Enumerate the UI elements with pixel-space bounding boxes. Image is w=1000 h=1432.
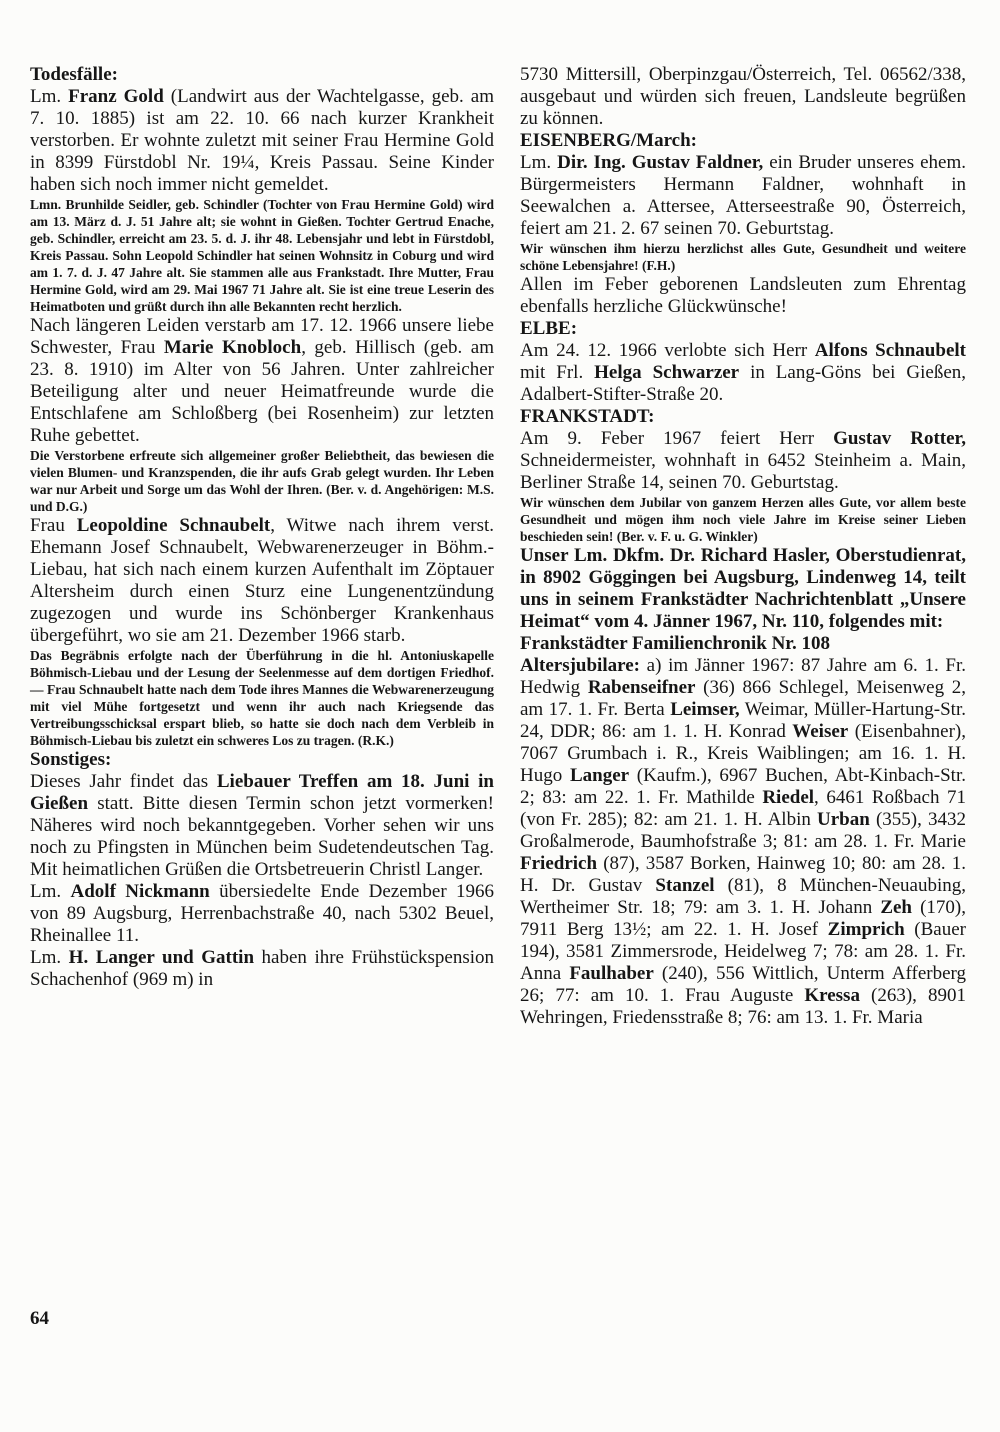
page-number: 64 [30, 1308, 49, 1329]
text-segment: Riedel [762, 787, 815, 808]
text-segment: Lm. [30, 881, 71, 902]
text-segment: Altersjubilare: [520, 655, 640, 676]
text-segment: Leopoldine Schnaubelt [76, 515, 271, 536]
paragraph [30, 881, 494, 947]
fine-print-paragraph [30, 196, 494, 315]
text-segment: Lm. [520, 152, 558, 173]
text-segment: ELBE: [520, 318, 578, 339]
text-segment: Stanzel [655, 875, 715, 896]
paragraph [520, 152, 966, 240]
text-segment: in Lang-Göns bei Gießen, Adalbert-Stifter-Straße 20. [520, 362, 966, 405]
fine-print-paragraph [520, 240, 966, 274]
text-segment: (263), 8901 Wehringen, Friedensstraße 8; 76: am 13. 1. Fr. Maria [520, 985, 966, 1028]
text-segment: Frau [30, 515, 77, 536]
text-segment: Leimser, [670, 699, 740, 720]
text-segment: Weimar, Müller-Hartung-Str. 24, DDR; 86: am 1. 1. H. Konrad [520, 699, 966, 742]
text-segment: (81), 8 München-Neuaubing, Wertheimer Str. 18; 79: am 3. 1. H. Johann [520, 875, 966, 918]
text-segment: Das Begräbnis erfolgte nach der Überführung in die hl. Antoniuskapelle Böhmisch-Liebau und der Lesung der Seelenmesse auf dem dortigen Friedhof. — Frau Schnaubelt hatte nach dem Tode ihres Mannes die Webwarenerzeugung mit viel Mühe fortgesetzt und wenn ihr auch nach Kriegsende das Vertreibungsschicksal erspart blieb, so hatte sie doch nach dem Verbleib in Böhmisch-Liebau bis zuletzt ein schweres Los zu tragen. (R.K.) [30, 648, 494, 748]
text-segment: Rabenseifner [587, 677, 696, 698]
paragraph [520, 64, 966, 130]
text-segment: Frankstädter Familienchronik Nr. 108 [520, 633, 830, 654]
paragraph [30, 947, 494, 991]
text-segment: Schneidermeister, wohnhaft in 6452 Steinheim a. Main, Berliner Straße 14, seinen 70. Geburtstag. [520, 450, 966, 493]
text-segment: Dir. Ing. Gustav Faldner, [557, 152, 764, 173]
section-heading [520, 406, 966, 428]
text-segment: (Kaufm.), 6967 Buchen, Abt-Kinbach-Str. 2; 83: am 22. 1. Fr. Mathilde [520, 765, 966, 808]
text-segment: Todesfälle: [30, 64, 118, 85]
text-segment: Marie Knobloch [163, 337, 302, 358]
paragraph [520, 340, 966, 406]
text-segment: Adolf Nickmann [70, 881, 210, 902]
text-segment: Am 9. Feber 1967 feiert Herr [520, 428, 834, 449]
text-segment: Nach längeren Leiden verstarb am 17. 12. 1966 unsere liebe Schwester, Frau [30, 315, 494, 358]
paragraph [520, 655, 966, 1029]
text-segment: (240), 556 Wittlich, Unterm Afferberg 26; 77: am 10. 1. Frau Auguste [520, 963, 967, 1006]
paragraph [30, 771, 494, 881]
text-segment: (170), 7911 Berg 13½; am 22. 1. H. Josef [520, 897, 966, 940]
text-segment: (355), 3432 Großalmerode, Baumhofstraße 3; 81: am 28. 1. Fr. Marie [520, 809, 966, 852]
text-segment: statt. Bitte diesen Termin schon jetzt vormerken! Näheres wird noch bekanntgegeben. Vorher sehen wir uns noch zu Pfingsten in München beim Sudetendeutschen Tag. Mit heimatlichen Grüßen die Ortsbetreuerin Christl Langer. [30, 793, 494, 880]
text-segment: , Witwe nach ihrem verst. Ehemann Josef Schnaubelt, Webwarenerzeuger in Böhm.-Liebau, hat sich nach einem kurzen Aufenthalt im Zöptauer Altersheim durch einen Sturz eine Lungenentzündung zugezogen und wurde ins Schönberger Krankenhaus übergeführt, wo sie am 21. Dezember 1966 starb. [30, 515, 495, 646]
section-heading [520, 130, 966, 152]
fine-print-paragraph [520, 494, 966, 545]
text-segment: mit Frl. [520, 362, 595, 383]
text-segment: (Landwirt aus der Wachtelgasse, geb. am 7. 10. 1885) ist am 22. 10. 66 nach kurzer Krankheit verstorben. Er wohnte zuletzt mit seiner Frau Hermine Gold in 8399 Fürstdobl Nr. 19¼, Kreis Passau. Seine Kinder haben sich noch immer nicht gemeldet. [30, 86, 494, 195]
text-segment: übersiedelte Ende Dezember 1966 von 89 Augsburg, Herrenbachstraße 40, nach 5302 Beuel, Rheinallee 11. [30, 881, 495, 946]
text-segment: Alfons Schnaubelt [814, 340, 966, 361]
text-segment: FRANKSTADT: [520, 406, 655, 427]
text-segment: Faulhaber [569, 963, 654, 984]
paragraph [520, 274, 966, 318]
text-segment: Friedrich [520, 853, 598, 874]
paragraph [30, 315, 494, 447]
column-left [30, 64, 494, 1029]
paragraph [520, 428, 966, 494]
text-segment: 5730 Mittersill, Oberpinzgau/Österreich, Tel. 06562/338, ausgebaut und würden sich freuen, Landsleute begrüßen zu können. [520, 64, 966, 129]
text-segment: Sonstiges: [30, 749, 112, 770]
paragraph [520, 545, 966, 633]
text-segment: Lm. [30, 86, 69, 107]
text-segment: (Bauer 194), 3581 Zimmersrode, Heidelweg 7; 78: am 28. 1. Fr. Anna [520, 919, 966, 984]
text-segment: (36) 866 Schlegel, Meisenweg 2, am 17. 1. Fr. Berta [520, 677, 966, 720]
text-segment: Helga Schwarzer [594, 362, 740, 383]
text-segment: Unser Lm. Dkfm. Dr. Richard Hasler, Oberstudienrat, in 8902 Göggingen bei Augsburg, Lindenweg 14, teilt uns in seinem Frankstädter Nachrichtenblatt „Unsere Heimat“ vom 4. Jänner 1967, Nr. 110, folgendes mit: [520, 545, 966, 632]
text-segment: , geb. Hillisch (geb. am 23. 8. 1910) im Alter von 56 Jahren. Unter zahlreicher Beteiligung alter und neuer Heimatfreunde wurde die Entschlafene am Schloßberg (bei Rosenheim) zur letzten Ruhe gebettet. [30, 337, 494, 446]
fine-print-paragraph [30, 647, 494, 749]
text-segment: (87), 3587 Borken, Hainweg 10; 80: am 28. 1. H. Dr. Gustav [520, 853, 966, 896]
text-segment: Die Verstorbene erfreute sich allgemeiner großer Beliebtheit, das bewiesen die vielen Blumen- und Kranzspenden, die ihr aufs Grab gelegt wurden. Ihr Leben war nur Arbeit und Sorge um das Wohl der Ihren. (Ber. v. d. Angehörigen: M.S. und D.G.) [30, 448, 494, 514]
text-segment: Franz Gold [68, 86, 164, 107]
section-heading [520, 633, 966, 655]
text-segment: Dieses Jahr findet das [30, 771, 217, 792]
text-segment: Kressa [804, 985, 860, 1006]
text-segment: Allen im Feber geborenen Landsleuten zum Ehrentag ebenfalls herzliche Glückwünsche! [520, 274, 966, 317]
text-segment: EISENBERG/March: [520, 130, 698, 151]
text-segment: H. Langer und Gattin [68, 947, 255, 968]
text-segment: Langer [569, 765, 630, 786]
text-segment: ein Bruder unseres ehem. Bürgermeisters Hermann Faldner, wohnhaft in Seewalchen a. Attersee, Atterseestraße 90, Österreich, feiert am 21. 2. 67 seinen 70. Geburtstag. [520, 152, 966, 239]
text-segment: Am 24. 12. 1966 verlobte sich Herr [520, 340, 815, 361]
column-right [520, 64, 966, 1029]
fine-print-paragraph [30, 447, 494, 515]
text-segment: Lm. [30, 947, 69, 968]
paragraph [30, 86, 494, 196]
text-segment: haben ihre Frühstückspension Schachenhof (969 m) in [30, 947, 495, 990]
text-segment: Lmn. Brunhilde Seidler, geb. Schindler (Tochter von Frau Hermine Gold) wird am 13. März d. J. 51 Jahre alt; sie wohnt in Gießen. Tochter Gertrud Enache, geb. Schindler, erreicht am 23. 5. d. J. ihr 48. Lebensjahr und lebt in Fürstdobl, Kreis Passau. Sohn Leopold Schindler hat seinen Wohnsitz in Coburg und wird am 1. 7. d. J. 47 Jahre alt. Sie stammen alle aus Frankstadt. Ihre Mutter, Frau Hermine Gold, wird am 29. Mai 1967 71 Jahre alt. Sie ist eine treue Leserin des Heimatboten und grüßt durch ihn alle Bekannten recht herzlich. [30, 197, 494, 314]
text-segment: Wir wünschen ihm hierzu herzlichst alles Gute, Gesundheit und weitere schöne Lebensjahre! (F.H.) [520, 241, 966, 273]
text-segment: Zimprich [827, 919, 905, 940]
section-heading [30, 64, 494, 86]
text-segment: , 6461 Roßbach 71 (von Fr. 285); 82: am 21. 1. H. Albin [520, 787, 966, 830]
paragraph [30, 515, 494, 647]
text-segment: Zeh [880, 897, 913, 918]
text-segment: Weiser [792, 721, 849, 742]
section-heading [520, 318, 966, 340]
text-segment: Urban [817, 809, 870, 830]
text-segment: Wir wünschen dem Jubilar von ganzem Herzen alles Gute, vor allem beste Gesundheit und mögen ihm noch viele Jahre im Kreise seiner Lieben beschieden sein! (Ber. v. F. u. G. Winkler) [520, 495, 966, 544]
section-heading [30, 749, 494, 771]
text-segment: a) im Jänner 1967: 87 Jahre am 6. 1. Fr. Hedwig [520, 655, 966, 698]
text-segment: Liebauer Treffen am 18. Juni in Gießen [30, 771, 494, 814]
text-segment: (Eisenbahner), 7067 Grumbach i. R., Kreis Waiblingen; am 16. 1. H. Hugo [520, 721, 967, 786]
text-segment: Gustav Rotter, [833, 428, 966, 449]
